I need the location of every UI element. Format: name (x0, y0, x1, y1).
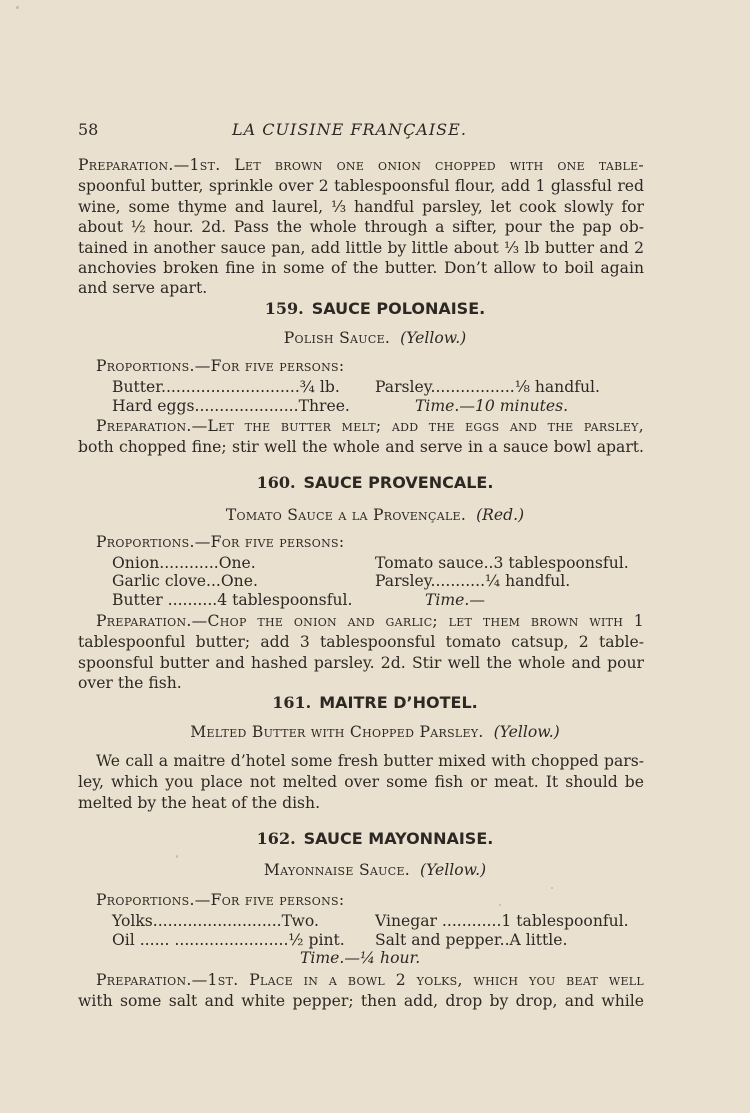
ingredient: Garlic clove...One. (112, 572, 258, 590)
recipe-subtitle: Mayonnaise Sauce. (263, 861, 411, 879)
recipe-subtitle-line (0, 329, 750, 347)
ingredient: Parsley...........¼ handful. (375, 572, 571, 590)
preparation-line: both chopped fine; stir well the whole and serve in a sauce bowl apart. (78, 438, 644, 456)
paper-speck (499, 904, 501, 906)
recipe-subtitle: Polish Sauce. (283, 329, 391, 347)
preparation-line (96, 416, 644, 436)
cooking-time: Time.— (425, 591, 485, 609)
recipe-subtitle: Melted Butter with Chopped Parsley. (190, 723, 484, 741)
recipe-subtitle: Tomato Sauce a la Provençale. (225, 506, 467, 524)
paper-speck (16, 6, 19, 9)
ingredient: Vinegar ............1 tablespoonful. (375, 912, 629, 930)
intro-line: wine, some thyme and laurel, ⅓ handful parsley, let cook slowly for (78, 198, 644, 216)
book-title: LA CUISINE FRANÇAISE. (232, 120, 467, 139)
recipe-color: (Red.) (476, 506, 525, 524)
preparation-line: with some salt and white pepper; then add, drop by drop, and while (78, 992, 644, 1010)
body-line: ley, which you place not melted over some fish or meat. It should be (78, 773, 644, 791)
recipe-subtitle-line (0, 723, 750, 741)
recipe-color: (Yellow.) (493, 723, 560, 741)
ingredient: Butter............................¾ lb. (112, 378, 340, 396)
ingredient: Oil ...... .......................½ pint. (112, 931, 345, 949)
ingredient: Yolks..........................Two. (112, 912, 319, 930)
ingredient: Onion............One. (112, 554, 256, 572)
cooking-time: Time.—¼ hour. (300, 949, 421, 967)
intro-line: tained in another sauce pan, add little by little about ⅓ lb butter and 2 (78, 239, 644, 257)
preparation-line (96, 970, 644, 990)
recipe-heading (0, 829, 750, 848)
preparation-text: Preparation.—Let the butter melt; add the eggs and the parsley, (96, 417, 644, 435)
preparation-text: Preparation.—Chop the onion and garlic; let them brown with 1 (96, 612, 644, 630)
ingredient: Salt and pepper..A little. (375, 931, 568, 949)
recipe-color: (Yellow.) (400, 329, 467, 347)
ingredient: Tomato sauce..3 tablespoonsful. (375, 554, 629, 572)
recipe-number: 162. (256, 829, 296, 848)
proportions-label: Proportions.—For five persons: (96, 891, 345, 909)
preparation-line: tablespoonful butter; add 3 tablespoonsful tomato catsup, 2 table- (78, 633, 644, 651)
preparation-text: Preparation.—1st. Place in a bowl 2 yolks, which you beat well (96, 971, 644, 989)
recipe-heading (0, 693, 750, 712)
intro-line: about ½ hour. 2d. Pass the whole through a sifter, pour the pap ob- (78, 218, 644, 236)
cooking-time: Time.—10 minutes. (415, 397, 569, 415)
preparation-line: over the fish. (78, 674, 182, 692)
recipe-subtitle-line (0, 861, 750, 879)
paper-speck (176, 855, 178, 858)
recipe-title: MAITRE D’HOTEL. (319, 693, 478, 712)
recipe-title: SAUCE MAYONNAISE. (303, 829, 494, 848)
ingredient: Butter ..........4 tablespoonsful. (112, 591, 353, 609)
recipe-title: SAUCE POLONAISE. (311, 299, 486, 318)
recipe-title: SAUCE PROVENCALE. (303, 473, 494, 492)
ingredient: Hard eggs.....................Three. (112, 397, 350, 415)
recipe-heading (0, 299, 750, 318)
paper-speck (551, 887, 553, 889)
proportions-label: Proportions.—For five persons: (96, 533, 345, 551)
ingredient: Parsley.................⅛ handful. (375, 378, 600, 396)
recipe-color: (Yellow.) (419, 861, 487, 879)
intro-line (78, 155, 644, 175)
recipe-number: 160. (256, 473, 296, 492)
recipe-number: 159. (264, 299, 304, 318)
recipe-subtitle-line (0, 506, 750, 524)
recipe-heading (0, 473, 750, 492)
intro-line-text: Preparation.—1st. Let brown one onion chopped with one table- (78, 156, 644, 174)
intro-line: anchovies broken fine in some of the butter. Don’t allow to boil again (78, 259, 644, 277)
intro-line: spoonful butter, sprinkle over 2 tablespoonsful flour, add 1 glassful red (78, 177, 644, 195)
body-line: We call a maitre d’hotel some fresh butter mixed with chopped pars- (96, 752, 644, 770)
body-line: melted by the heat of the dish. (78, 794, 321, 812)
intro-line: and serve apart. (78, 279, 208, 297)
preparation-line: spoonsful butter and hashed parsley. 2d. Stir well the whole and pour (78, 654, 644, 672)
preparation-line (96, 611, 644, 631)
proportions-label: Proportions.—For five persons: (96, 357, 345, 375)
page-number: 58 (78, 120, 99, 139)
recipe-number: 161. (272, 693, 312, 712)
